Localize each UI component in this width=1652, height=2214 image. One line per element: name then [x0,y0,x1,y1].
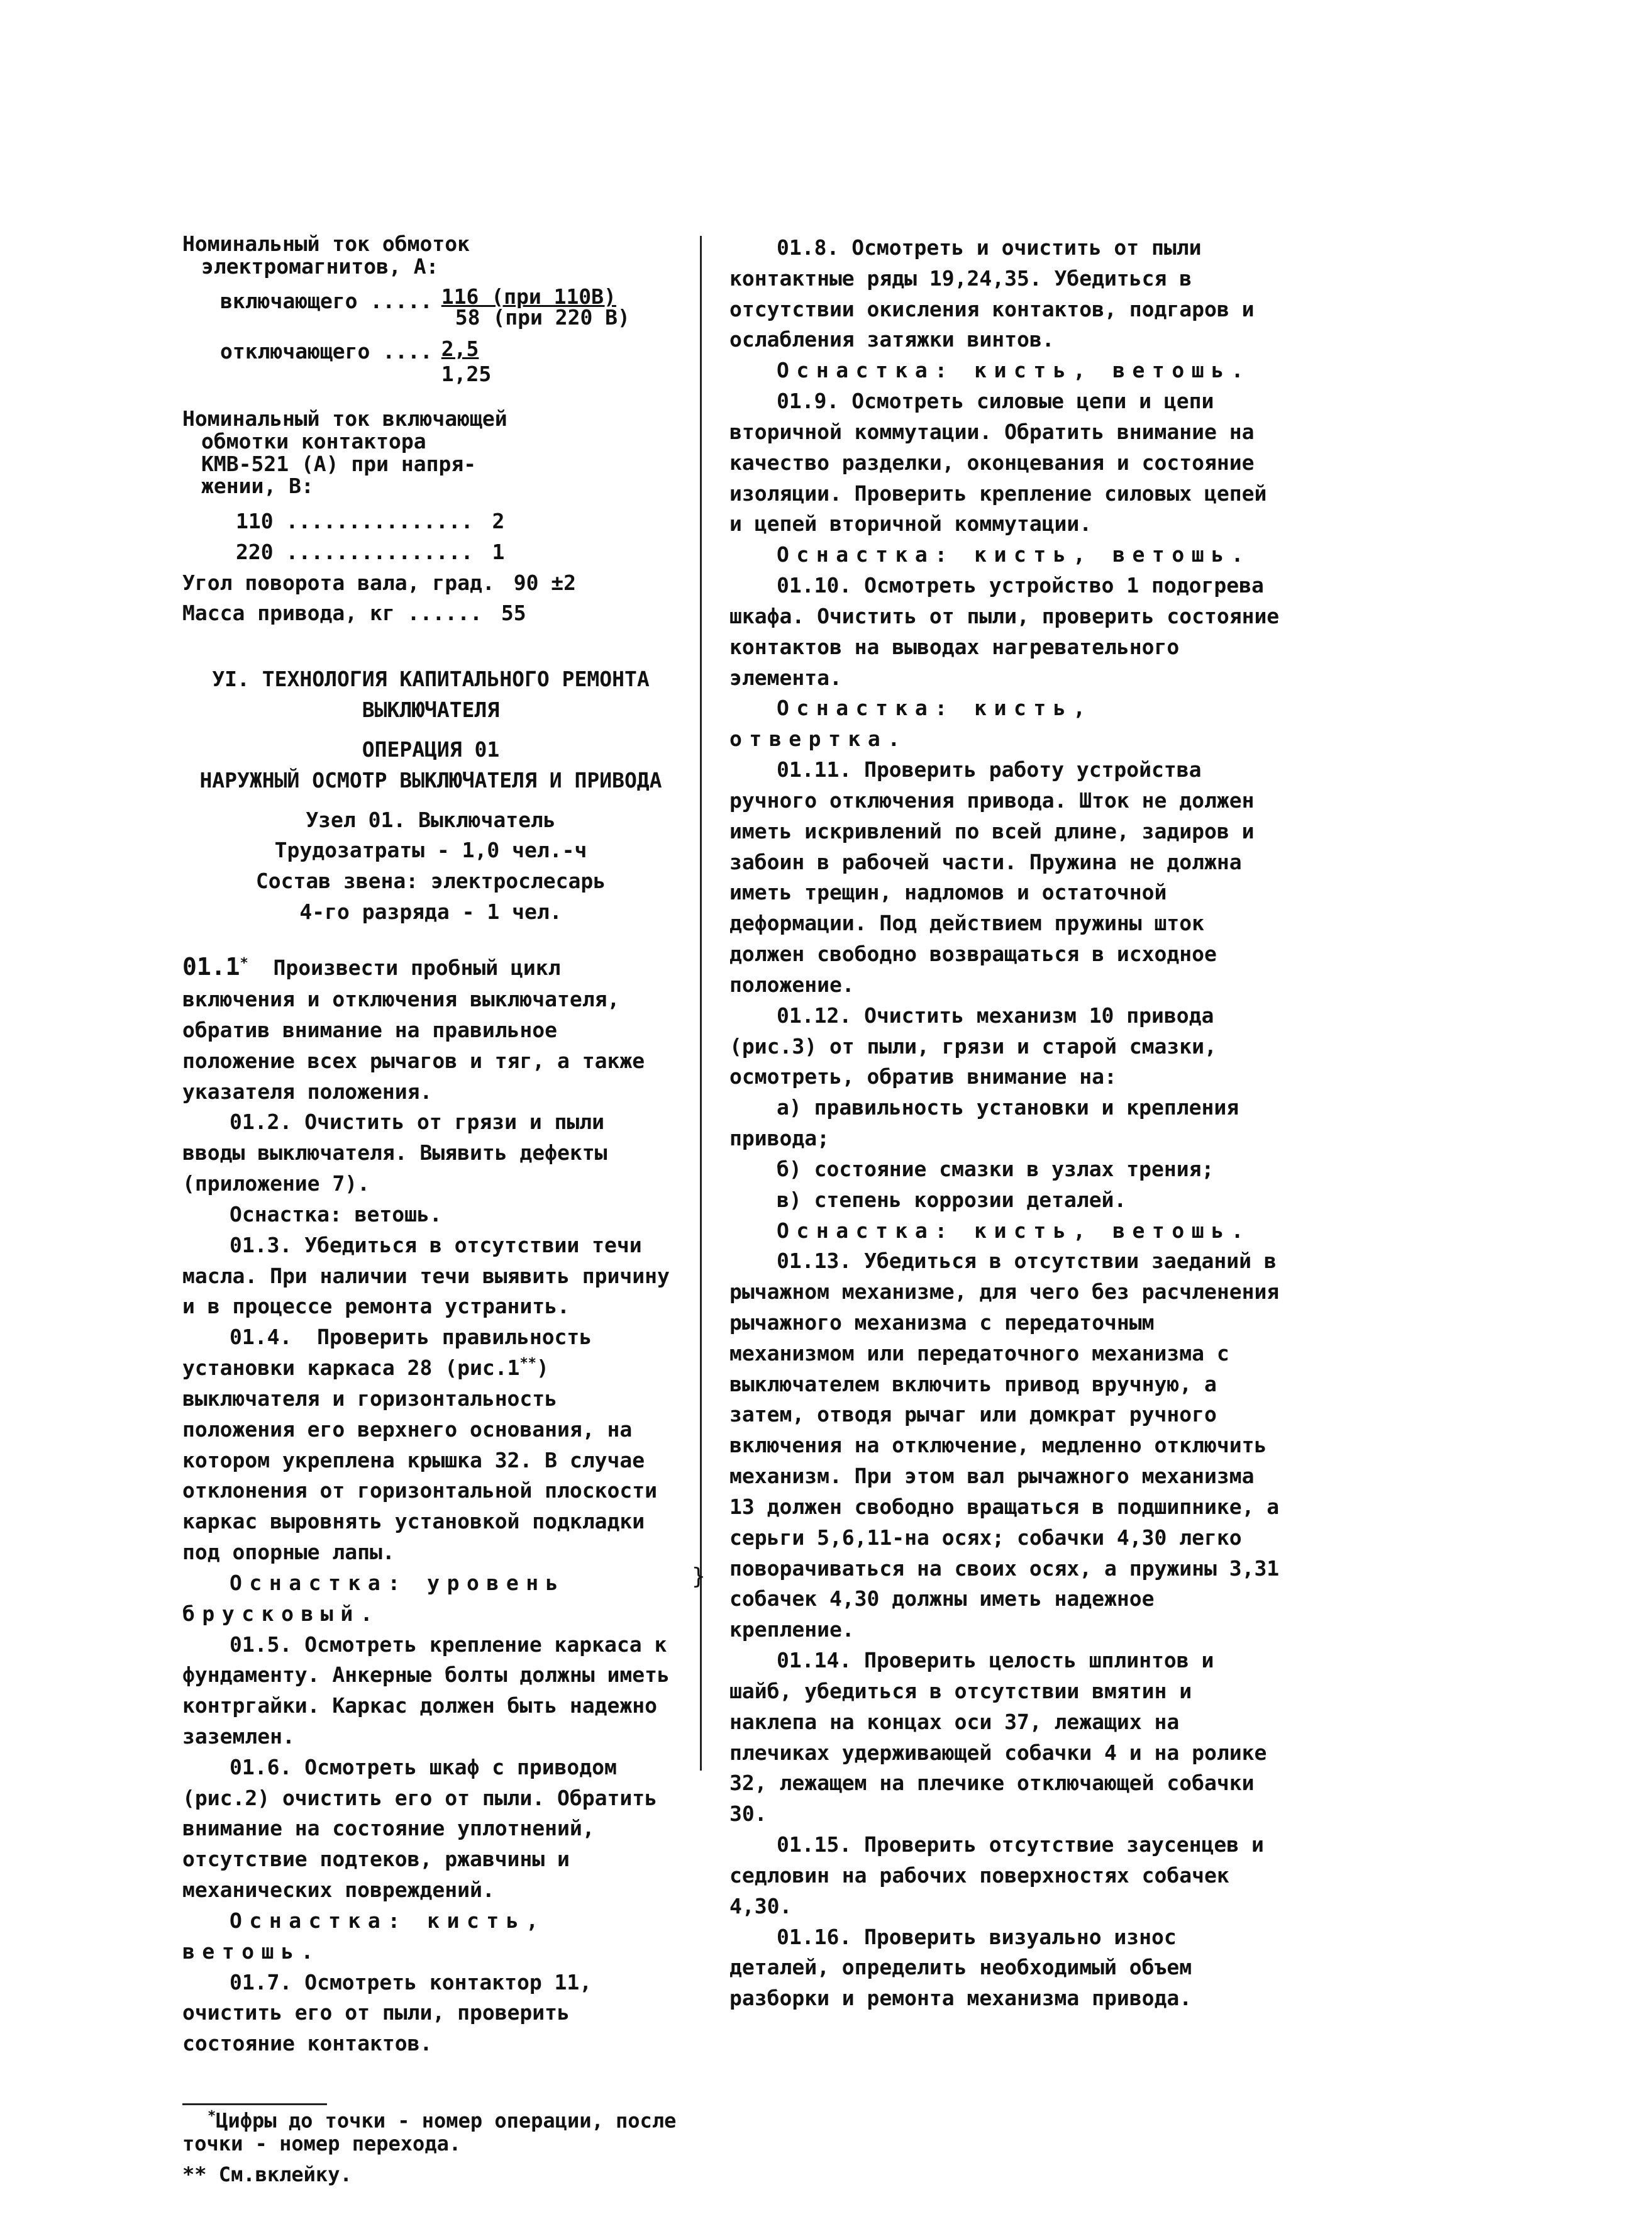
spec-row-110: 110 ............... 2 [236,508,505,533]
column-divider [700,236,702,1771]
step-01-5: 01.5. Осмотреть крепление каркаса к фундаменту. Анкерные болты должны иметь контргайки. Каркас должен быть надежно заземлен. [182,1632,670,1749]
step-01-10-tool: Оснастка: кисть, отвертка. [729,696,1093,752]
crew-line-cont: 4-го разряда - 1 чел. [299,899,562,925]
closing-label: включающего ..... [220,289,433,314]
footnote-rule [182,2103,327,2105]
footnote-2: ** См.вклейку. [182,2162,352,2187]
step-01-2: 01.2. Очистить от грязи и пыли вводы выключателя. Выявить дефекты (приложение 7). [182,1110,607,1196]
step-01-12-tool: Оснастка: кисть, ветошь. [777,1218,1251,1243]
step-01-13: 01.13. Убедиться в отсутствии заеданий в рычажном механизме, для чего без расчленения рычажного механизма с передаточным механизмом или передаточного механизма с выключателем включить привод вручную, а затем, отводя рычаг или домкрат ручного включения на отключение, медленно отключить механизм. При этом вал рычажного механизма 13 должен свободно вращаться в подшипнике, а серьги 5,6,11-на осях; собачки 4,30 легко поворачиваться на своих осях, а пружины 3,31 собачек 4,30 должны иметь надежное крепление. [729,1249,1280,1642]
operation-name: НАРУЖНЫЙ ОСМОТР ВЫКЛЮЧАТЕЛЯ И ПРИВОДА [199,767,662,793]
crew-line: Состав звена: электрослесарь [255,869,606,894]
opening-current-row [182,337,679,386]
brace-mark: } [692,1564,706,1589]
unit-line: Узел 01. Выключатель [306,807,556,832]
step-01-1: 01.1* Произвести пробный цикл включения и отключения выключателя, обратив внимание на правильное положение всех рычагов и тяг, а также указателя положения. [182,952,657,1104]
step-01-8-tool: Оснастка: кисть, ветошь. [777,358,1251,383]
labor-line: Трудозатраты - 1,0 чел.-ч [274,838,587,863]
spec-row-220: 220 ............... 1 [236,539,505,564]
step-01-14: 01.14. Проверить целость шплинтов и шайб, убедиться в отсутствии вмятин и наклепа на концах оси 37, лежащих на плечиках удерживающей собачки 4 и на ролике 32, лежащем на плечике отключающей собачки 30. [729,1648,1267,1827]
step-01-9: 01.9. Осмотреть силовые цепи и цепи вторичной коммутации. Обратить внимание на качество разделки, оконцевания и состояние изоляции. Проверить крепление силовых цепей и цепей вторичной коммутации. [729,389,1267,537]
step-01-6-tool: Оснастка: кисть, ветошь. [182,1908,546,1964]
step-01-2-tool: Оснастка: ветошь. [230,1201,442,1227]
step-01-6: 01.6. Осмотреть шкаф с приводом (рис.2) очистить его от пыли. Обратить внимание на состояние уплотнений, отсутствие подтеков, ржавчины и механических повреждений. [182,1754,657,1903]
step-01-10: 01.10. Осмотреть устройство 1 подогрева шкафа. Очистить от пыли, проверить состояние контактов на выводах нагревательного элемента. [729,573,1280,690]
nominal-current-header: Номинальный ток обмоток электромагнитов, А: [182,231,470,279]
section-title-cont: ВЫКЛЮЧАТЕЛЯ [362,698,500,723]
step-01-4-tool: Оснастка: уровень брусковый. [182,1570,566,1626]
spec-row-mass: Масса привода, кг ...... 55 [182,601,526,626]
step-01-9-tool: Оснастка: кисть, ветошь. [777,542,1251,567]
closing-fraction: $\frac{\text{116 (при 110В)}}{\text{58 (при 220 В)}}$ [441,284,630,330]
section-title: УI. ТЕХНОЛОГИЯ КАПИТАЛЬНОГО РЕМОНТА [212,667,650,692]
footnote-1: *Цифры до точки - номер операции, после точки - номер перехода. [182,2108,677,2156]
step-01-3: 01.3. Убедиться в отсутствии течи масла. При наличии течи выявить причину и в процессе ремонта устранить. [182,1232,670,1319]
step-01-15: 01.15. Проверить отсутствие заусенцев и седловин на рабочих поверхностях собачек 4,30. [729,1832,1264,1918]
closing-current-row [182,286,679,328]
left-column [182,233,679,2186]
step-01-8: 01.8. Осмотреть и очистить от пыли контактные ряды 19,24,35. Убедиться в отсутствии окисления контактов, подгаров и ослабления затяжки винтов. [729,235,1255,352]
step-01-16: 01.16. Проверить визуально износ деталей, определить необходимый объем разборки и ремонта механизма привода. [729,1924,1192,2011]
right-column [729,233,1283,2014]
opening-label: отключающего .... [220,339,433,364]
spec-row-angle: Угол поворота вала, град. 90 ±2 [182,570,577,595]
step-01-12: 01.12. Очистить механизм 10 привода (рис.3) от пыли, грязи и старой смазки, осмотреть, обратив внимание на: [729,1003,1217,1089]
step-01-12-c: в) степень коррозии деталей. [777,1187,1127,1212]
step-01-12-b: б) состояние смазки в узлах трения; [777,1156,1214,1181]
step-01-7: 01.7. Осмотреть контактор 11, очистить его от пыли, проверить состояние контактов. [182,1969,592,2056]
contactor-current-header: Номинальный ток включающей обмотки контактора КМВ-521 (А) при напря- жении, В: [182,406,507,499]
operation-number: ОПЕРАЦИЯ 01 [362,737,500,762]
step-01-4: 01.4. Проверить правильность установки каркаса 28 (рис.1**) выключателя и горизонтальность положения его верхнего основания, на котором укреплена крышка 32. В случае отклонения от горизонтальной плоскости каркас выровнять установкой подкладки под опорные лапы. [182,1325,657,1565]
step-01-11: 01.11. Проверить работу устройства ручного отключения привода. Шток не должен иметь искривлений по всей длине, задиров и забоин в рабочей части. Пружина не должна иметь трещин, надломов и остаточной деформации. Под действием пружины шток должен свободно возвращаться в исходное положение. [729,757,1255,997]
opening-fraction: $\frac{2,5}{1,25}$ [441,337,492,386]
step-01-12-a: а) правильность установки и крепления привода; [729,1095,1239,1151]
